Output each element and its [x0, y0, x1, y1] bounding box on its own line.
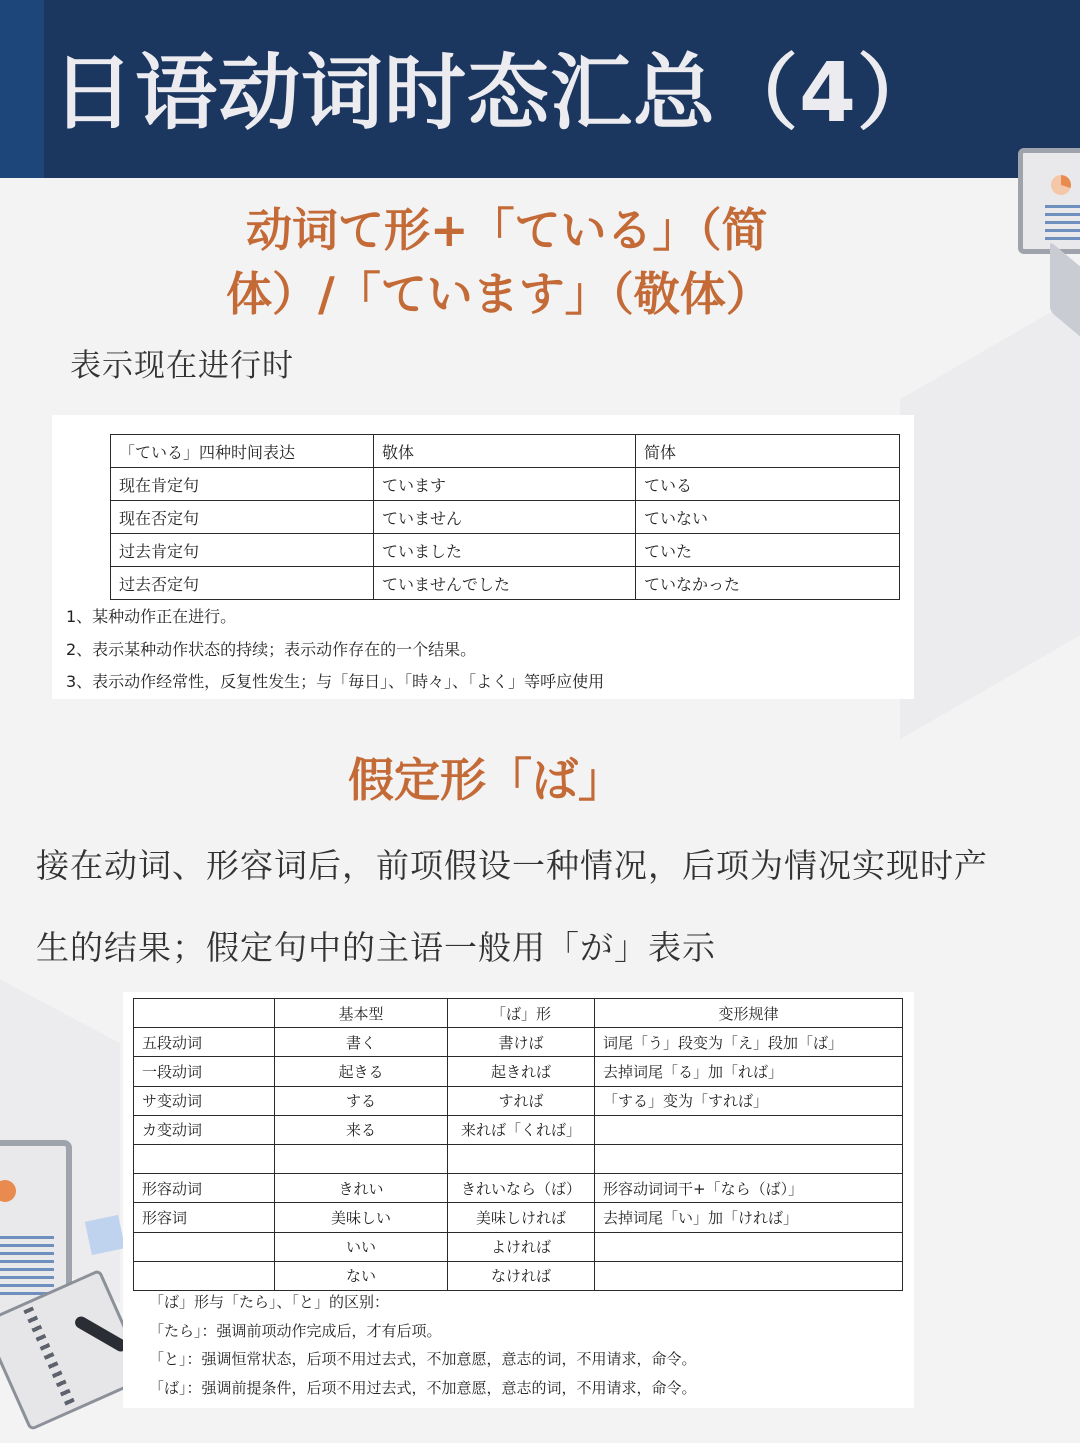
table-cell: 一段动词 — [134, 1057, 275, 1086]
table-cell: 美味しい — [275, 1203, 448, 1232]
table-cell: ている — [636, 468, 900, 501]
laptop-icon — [1018, 148, 1080, 260]
table-cell: 美味しければ — [448, 1203, 595, 1232]
table-cell: ていた — [636, 534, 900, 567]
table-cell: 现在否定句 — [111, 501, 374, 534]
table-row — [111, 567, 900, 600]
table-cell: 形容词 — [134, 1203, 275, 1232]
pie-chart-icon — [1051, 175, 1071, 195]
note-line: 「と」：强调恒常状态，后项不用过去式，不加意愿，意志的词，不用请求，命令。 — [149, 1350, 697, 1368]
note-line: 「ば」：强调前提条件，后项不用过去式，不加意愿，意志的词，不用请求，命令。 — [149, 1378, 697, 1397]
notebook-spiral — [23, 1306, 76, 1409]
note-line: 「ば」形与「たら」、「と」的区别： — [149, 1293, 390, 1311]
laptop-screen — [1018, 148, 1080, 254]
table-row — [134, 1028, 903, 1057]
banner-accent-stripe — [0, 0, 44, 178]
table-cell: 来れば「くれば」 — [448, 1115, 595, 1144]
section1-heading-line2: 体）/「ています」（敬体） — [226, 267, 772, 321]
table-cell: ていませんでした — [374, 567, 636, 600]
table-row — [111, 501, 900, 534]
table-row — [134, 1174, 903, 1203]
text-lines-icon — [0, 1236, 54, 1296]
table-cell: カ变动词 — [134, 1115, 275, 1144]
table-cell: 词尾「う」段变为「え」段加「ば」 — [595, 1028, 903, 1057]
table-cell: なければ — [448, 1261, 595, 1290]
table-row — [134, 1203, 903, 1232]
table-cell — [595, 1261, 903, 1290]
note-line: 2、表示某种动作状态的持续；表示动作存在的一个结果。 — [66, 639, 477, 659]
table-cell: 去掉词尾「い」加「ければ」 — [595, 1203, 903, 1232]
table-cell: 现在肯定句 — [111, 468, 374, 501]
table-header-cell: 变形规律 — [595, 999, 903, 1028]
teiru-notes — [66, 601, 604, 699]
table-cell: 起きる — [275, 1057, 448, 1086]
table-cell — [595, 1232, 903, 1261]
section2-heading: 假定形「ば」 — [348, 753, 624, 807]
table-row — [134, 1144, 903, 1173]
section2-description-line1: 接在动词、形容词后，前项假设一种情况，后项为情况实现时产 — [36, 846, 988, 885]
table-cell: ない — [275, 1261, 448, 1290]
table-cell: 过去肯定句 — [111, 534, 374, 567]
page-title: 日语动词时态汇总（4） — [52, 46, 941, 141]
table-row — [111, 468, 900, 501]
table-cell — [448, 1144, 595, 1173]
table-cell: 来る — [275, 1115, 448, 1144]
pie-chart-icon — [0, 1180, 16, 1202]
table-header-cell: 敬体 — [374, 435, 636, 468]
table-cell: 去掉词尾「る」加「れば」 — [595, 1057, 903, 1086]
table-header-cell: 「ば」形 — [448, 999, 595, 1028]
table-header-row — [134, 999, 903, 1028]
table-row — [134, 1232, 903, 1261]
section1-description: 表示现在进行时 — [70, 348, 294, 384]
table-cell: サ变动词 — [134, 1086, 275, 1115]
table-cell: 形容动词词干+「なら（ば）」 — [595, 1174, 903, 1203]
table-cell: いい — [275, 1232, 448, 1261]
table-cell: きれい — [275, 1174, 448, 1203]
table-row — [134, 1086, 903, 1115]
ba-table-card — [123, 992, 914, 1408]
table-cell: よければ — [448, 1232, 595, 1261]
teiru-table — [110, 434, 900, 600]
section2-description-line2: 生的结果；假定句中的主语一般用「が」表示 — [36, 928, 716, 967]
teiru-table-card — [52, 415, 914, 699]
ba-table — [133, 998, 903, 1291]
table-header-cell: 「ている」四种时间表达 — [111, 435, 374, 468]
table-header-cell: 基本型 — [275, 999, 448, 1028]
table-cell — [275, 1144, 448, 1173]
note-line: 1、某种动作正在进行。 — [66, 607, 237, 626]
table-cell: 五段动词 — [134, 1028, 275, 1057]
table-cell: ていません — [374, 501, 636, 534]
table-cell — [134, 1232, 275, 1261]
table-cell: ていない — [636, 501, 900, 534]
table-cell: 形容动词 — [134, 1174, 275, 1203]
background-shape — [900, 261, 1080, 740]
text-lines-icon — [1045, 205, 1080, 245]
note-line: 3、表示动作经常性，反复性发生；与「毎日」、「時々」、「よく」等呼应使用 — [66, 672, 605, 691]
table-row — [134, 1057, 903, 1086]
table-cell: する — [275, 1086, 448, 1115]
table-header-cell — [134, 999, 275, 1028]
table-cell: 过去否定句 — [111, 567, 374, 600]
table-cell — [134, 1144, 275, 1173]
table-cell: きれいなら（ば） — [448, 1174, 595, 1203]
table-cell — [595, 1115, 903, 1144]
table-cell: ていました — [374, 534, 636, 567]
table-cell: すれば — [448, 1086, 595, 1115]
table-row — [134, 1115, 903, 1144]
ba-notes — [149, 1288, 697, 1402]
table-cell: ていなかった — [636, 567, 900, 600]
table-cell: 書けば — [448, 1028, 595, 1057]
table-cell — [595, 1144, 903, 1173]
table-header-cell: 简体 — [636, 435, 900, 468]
table-cell: 書く — [275, 1028, 448, 1057]
table-cell — [134, 1261, 275, 1290]
sticky-note-icon — [85, 1215, 125, 1255]
table-row — [134, 1261, 903, 1290]
table-cell: ています — [374, 468, 636, 501]
table-row — [111, 534, 900, 567]
table-cell: 「する」变为「すれば」 — [595, 1086, 903, 1115]
table-header-row — [111, 435, 900, 468]
note-line: 「たら」：强调前项动作完成后，才有后项。 — [149, 1321, 442, 1340]
table-cell: 起きれば — [448, 1057, 595, 1086]
section1-heading-line1: 动词て形+「ている」（简 — [246, 203, 768, 257]
